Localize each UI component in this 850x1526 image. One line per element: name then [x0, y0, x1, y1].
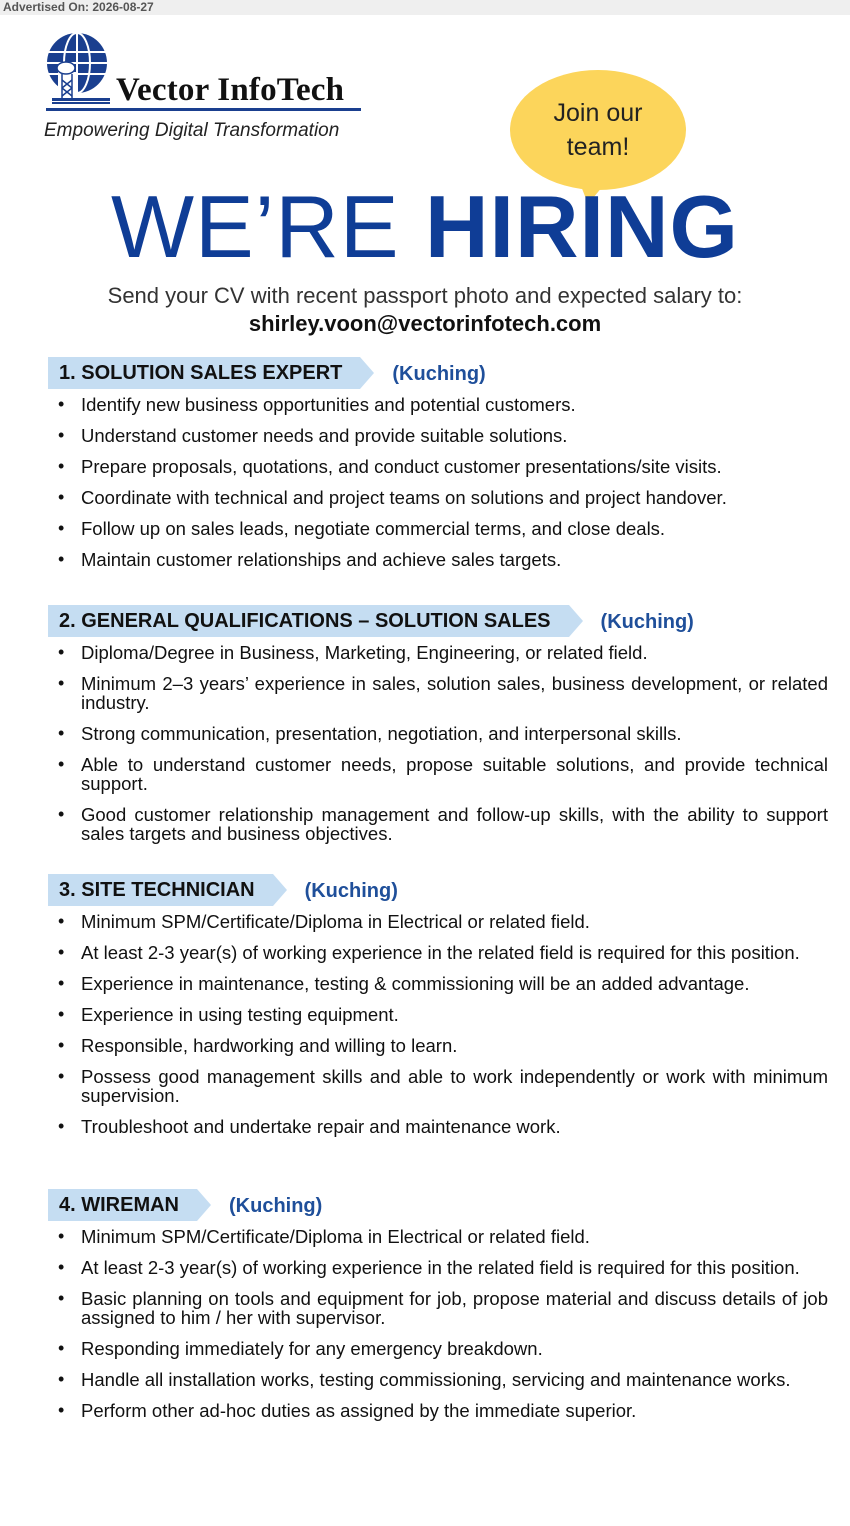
list-item: • Perform other ad-hoc duties as assigned by the immediate superior.	[48, 1401, 828, 1420]
headline-part-1: WE’RE	[111, 177, 425, 276]
section-site-technician	[48, 874, 828, 1148]
list-item: • Strong communication, presentation, negotiation, and interpersonal skills.	[48, 724, 828, 743]
section-location: (Kuching)	[304, 880, 398, 902]
bubble-line-1: Join our	[553, 99, 643, 127]
list-item: • At least 2-3 year(s) of working experience in the related field is required for this position.	[48, 1258, 828, 1277]
company-name: Vector InfoTech	[116, 72, 345, 108]
section-header	[48, 1189, 828, 1223]
list-item: • Good customer relationship management and follow-up skills, with the ability to support sales targets and business objectives.	[48, 805, 828, 843]
list-item: • Follow up on sales leads, negotiate commercial terms, and close deals.	[48, 519, 828, 538]
join-team-text	[510, 96, 686, 164]
section-location: (Kuching)	[600, 611, 694, 633]
list-item: • Coordinate with technical and project teams on solutions and project handover.	[48, 488, 828, 507]
list-item: • Responsible, hardworking and willing to learn.	[48, 1036, 828, 1055]
requirement-list	[48, 1227, 828, 1420]
list-item: • At least 2-3 year(s) of working experience in the related field is required for this position.	[48, 943, 828, 962]
headline-part-2: HIRING	[425, 177, 739, 276]
section-title: 4. WIREMAN	[48, 1189, 197, 1221]
section-solution-sales-expert	[48, 357, 828, 581]
list-item: • Responding immediately for any emergency breakdown.	[48, 1339, 828, 1358]
list-item: • Handle all installation works, testing commissioning, servicing and maintenance works.	[48, 1370, 828, 1389]
list-item: • Minimum 2–3 years’ experience in sales, solution sales, business development, or related industry.	[48, 674, 828, 712]
requirement-list	[48, 912, 828, 1136]
list-item: • Identify new business opportunities and potential customers.	[48, 395, 828, 414]
list-item: • Minimum SPM/Certificate/Diploma in Electrical or related field.	[48, 912, 828, 931]
list-item: • Possess good management skills and able to work independently or work with minimum supervision.	[48, 1067, 828, 1105]
bubble-line-2: team!	[566, 133, 630, 161]
list-item: • Prepare proposals, quotations, and conduct customer presentations/site visits.	[48, 457, 828, 476]
advertised-on-banner: Advertised On: 2026-08-27	[0, 0, 850, 15]
list-item: • Maintain customer relationships and achieve sales targets.	[48, 550, 828, 569]
list-item: • Basic planning on tools and equipment for job, propose material and discuss details of job assigned to him / her with supervisor.	[48, 1289, 828, 1327]
list-item: • Diploma/Degree in Business, Marketing, Engineering, or related field.	[48, 643, 828, 662]
section-header	[48, 357, 828, 391]
section-header	[48, 874, 828, 908]
list-item: • Troubleshoot and undertake repair and maintenance work.	[48, 1117, 828, 1136]
section-title: 1. SOLUTION SALES EXPERT	[48, 357, 360, 389]
section-general-qualifications	[48, 605, 828, 855]
responsibility-list	[48, 395, 828, 569]
list-item: • Experience in maintenance, testing & commissioning will be an added advantage.	[48, 974, 828, 993]
section-header	[48, 605, 828, 639]
section-location: (Kuching)	[229, 1195, 323, 1217]
company-logo	[44, 32, 374, 152]
hiring-headline	[0, 176, 850, 278]
company-tagline: Empowering Digital Transformation	[44, 120, 340, 141]
list-item: • Minimum SPM/Certificate/Diploma in Electrical or related field.	[48, 1227, 828, 1246]
globe-satellite-icon	[44, 32, 114, 106]
section-location: (Kuching)	[392, 363, 486, 385]
contact-email: shirley.voon@vectorinfotech.com	[248, 311, 602, 336]
qualification-list	[48, 643, 828, 843]
cv-instruction: Send your CV with recent passport photo and expected salary to:	[107, 283, 743, 308]
list-item: • Understand customer needs and provide suitable solutions.	[48, 426, 828, 445]
logo-underline	[46, 108, 361, 111]
list-item: • Able to understand customer needs, propose suitable solutions, and provide technical support.	[48, 755, 828, 793]
section-title: 3. SITE TECHNICIAN	[48, 874, 273, 906]
section-wireman	[48, 1189, 828, 1432]
list-item: • Experience in using testing equipment.	[48, 1005, 828, 1024]
section-title: 2. GENERAL QUALIFICATIONS – SOLUTION SALES	[48, 605, 569, 637]
